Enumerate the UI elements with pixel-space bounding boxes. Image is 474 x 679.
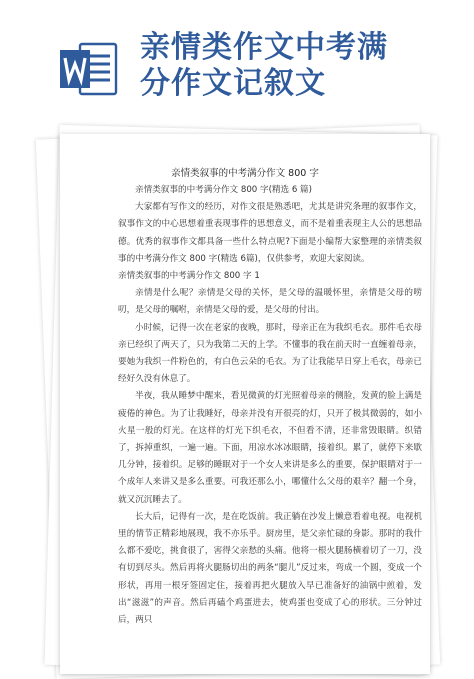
word-document-icon	[58, 40, 120, 98]
page-headline	[140, 30, 470, 102]
document-paragraph: 小时候，记得一次在老家的夜晚，那时，母亲正在为我织毛衣。那件毛衣母亲已经织了两天了，只为我第二天的上学。不懂事的我在前天时一直缠着母亲，要她为我织一件粉色的，有白色云朵的毛衣。为了让我能早日穿上毛衣，母亲已经好久没有休息了。	[118, 322, 422, 385]
document-body	[118, 182, 422, 629]
document-paragraph: 长大后，记得有一次，是在吃饭前。我正躺在沙发上懒意看着电视。电视机里的情节正精彩地展现，我不亦乐乎。厨房里，是父亲忙碌的身影。那时的我什么都不爱吃，挑食很了，害得父亲愁的头痛。他将一根火腿肠横着切了一刀，没有切到尽头。然后再将火腿肠切出的两条“腿儿”反过来，弯成一个圆，变成一个形状，再用一根牙签固定住，接着再把火腿放入早已准备好的油锅中煎着，发出“滋滋”的声音。然后再磕个鸡蛋进去，使鸡蛋也变成了心的形状。三分钟过后，两只	[118, 511, 422, 626]
page-header	[0, 0, 474, 120]
document-paragraph: 半夜，我从睡梦中醒来，看见微黄的灯光照着母亲的侧脸，发黄的脸上满是疲倦的神色。为了让我睡好，母亲并没有开很亮的灯，只开了极其微弱的，如小火星一般的灯光。在这样的灯光下织毛衣，不但看不清，还非常毁眼睛。织错了，拆掉重织，一遍一遍。下面，用凉水冰冰眼睛，接着织。累了，就停下来歇几分钟，接着织。足够的睡眠对于一个女人来讲是多么的重要，保护眼睛对于一个成年人来讲又是多么重要。可我还那么小，哪懂什么父母的艰辛？翻一个身，就又沉沉睡去了。	[118, 391, 422, 505]
document-paragraph: 亲情是什么呢？亲情是父母的关怀，是父母的温暖怀里，亲情是父母的唠叨，是父母的嘱咐，亲情是父母的爱，是父母的付出。	[118, 288, 422, 316]
headline-line-2: 分作文记叙文	[140, 66, 326, 101]
headline-line-1: 亲情类作文中考满	[140, 30, 388, 65]
document-paragraph: 亲情类叙事的中考满分作文 800 字(精选 6 篇)	[135, 185, 313, 195]
document-paragraph: 大家都有写作文的经历，对作文很是熟悉吧，尤其是讲究条理的叙事作文，叙事作文的中心思想着重表现事件的思想意义，而不是着重表现主人公的思想品德。优秀的叙事作文都具备一些什么特点呢?下面是小编帮大家整理的亲情类叙事的中考满分作文 800 字(精选 6篇)，仅供参考，欢迎大家阅读。	[118, 202, 422, 264]
document-title: 亲情类叙事的中考满分作文 800 字	[171, 168, 319, 179]
section-heading: 亲情类叙事的中考满分作文 800 字 1	[118, 271, 260, 282]
document-page	[60, 134, 430, 674]
